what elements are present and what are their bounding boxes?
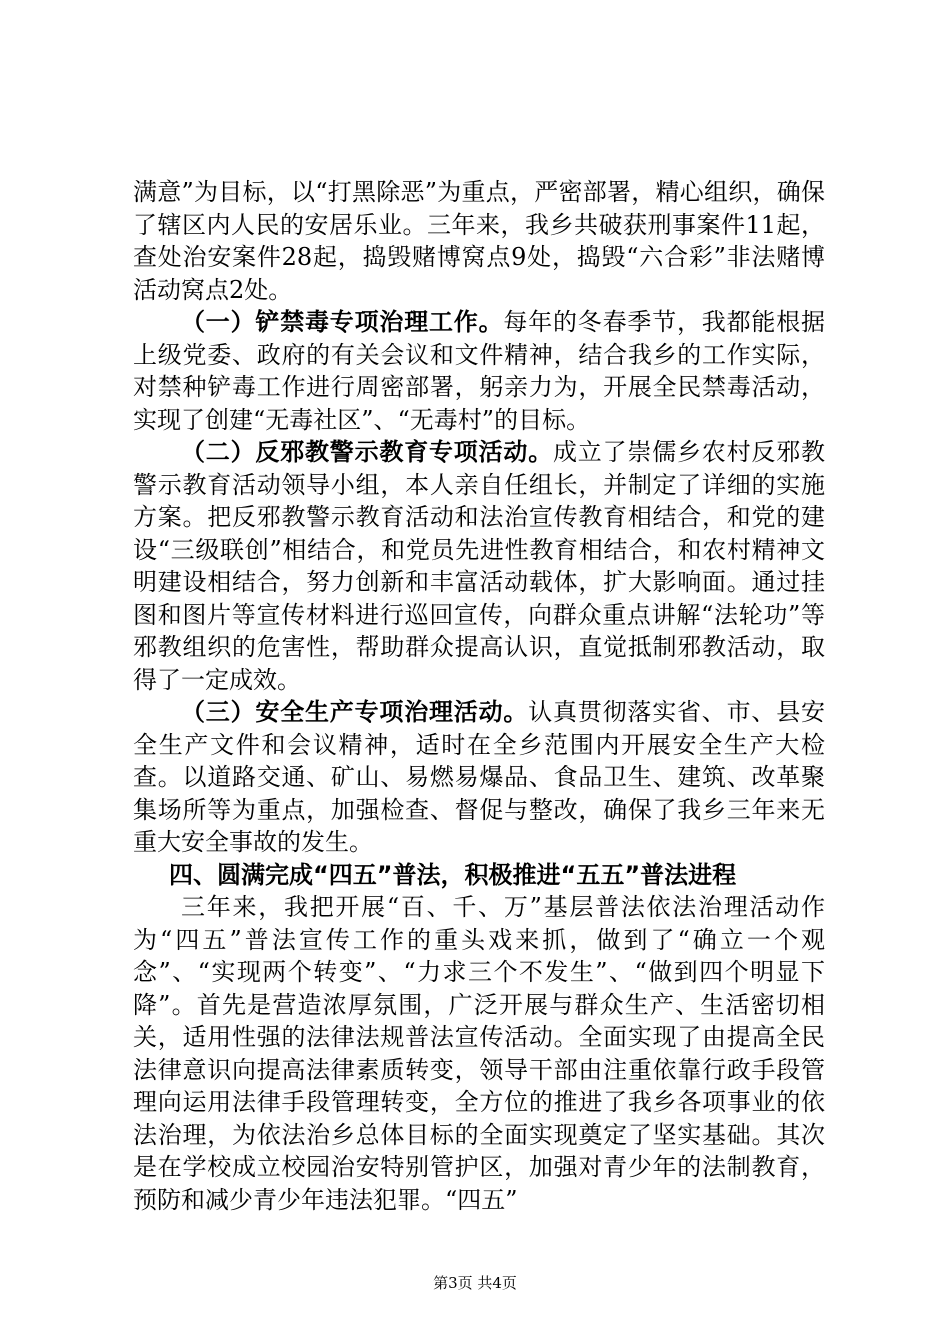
paragraph-legal-education: 三年来，我把开展“百、千、万”基层普法依法治理活动作为“四五”普法宣传工作的重头戏来抓，做到了“确立一个观念”、“实现两个转变”、“力求三个不发生”、“做到四个明显下降”。首先是营造浓厚氛围，广泛开展与群众生产、生活密切相关，适用性强的法律法规普法宣传活动。全面实现了由提高全民法律意识向提高法律素质转变，领导干部由注重依靠行政手段管理向运用法律手段管理转变，全方位的推进了我乡各项事业的依法治理，为依法治乡总体目标的全面实现奠定了坚实基础。其次是在学校成立校园治安特别管护区，加强对青少年的法制教育，预防和减少青少年违法犯罪。“四五” [133, 893, 825, 1214]
paragraph-drug-control-text: 每年的冬春季节，我都能根据上级党委、政府的有关会议和文件精神，结合我乡的工作实际，对禁种铲毒工作进行周密部署，躬亲力为，开展全民禁毒活动，实现了创建“无毒社区”、“无毒村”的目标。 [133, 308, 826, 434]
paragraph-intro [133, 176, 825, 306]
section-heading: 四、圆满完成“四五”普法，积极推进“五五”普法进程 [169, 860, 737, 889]
paragraph-safety-text: 认真贯彻落实省、市、县安全生产文件和会议精神，适时在全乡范围内开展安全生产大检查。以道路交通、矿山、易燃易爆品、食品卫生、建筑、改革聚集场所等为重点，加强检查、督促与整改，确保了我乡三年来无重大安全事故的发生。 [133, 698, 826, 856]
paragraph-anti-cult-text: 成立了崇儒乡农村反邪教警示教育活动领导小组，本人亲自任组长，并制定了详细的实施方案。把反邪教警示教育活动和法治宣传教育相结合，和党的建设“三级联创”相结合，和党员先进性教育相结合，和农村精神文明建设相结合，努力创新和丰富活动载体，扩大影响面。通过挂图和图片等宣传材料进行巡回宣传，向群众重点讲解“法轮功”等邪教组织的危害性，帮助群众提高认识，直觉抵制邪教活动，取得了一定成效。 [133, 438, 825, 694]
paragraph-intro-text: 满意”为目标，以“打黑除恶”为重点，严密部署，精心组织，确保了辖区内人民的安居乐业。三年来，我乡共破获刑事案件11起，查处治安案件28起，捣毁赌博窝点9处，捣毁“六合彩”非法赌博活动窝点2处。 [133, 178, 825, 304]
paragraph-safety-lead: （三）安全生产专项治理活动。 [181, 698, 529, 726]
page-footer: 第3页 共4页 [433, 1274, 517, 1292]
paragraph-anti-cult [133, 436, 825, 696]
document-body [133, 176, 825, 1216]
paragraph-anti-cult-lead: （二）反邪教警示教育专项活动。 [181, 438, 553, 466]
paragraph-drug-control [133, 306, 825, 436]
paragraph-safety [133, 696, 825, 859]
paragraph-drug-control-lead: （一）铲禁毒专项治理工作。 [181, 308, 504, 336]
